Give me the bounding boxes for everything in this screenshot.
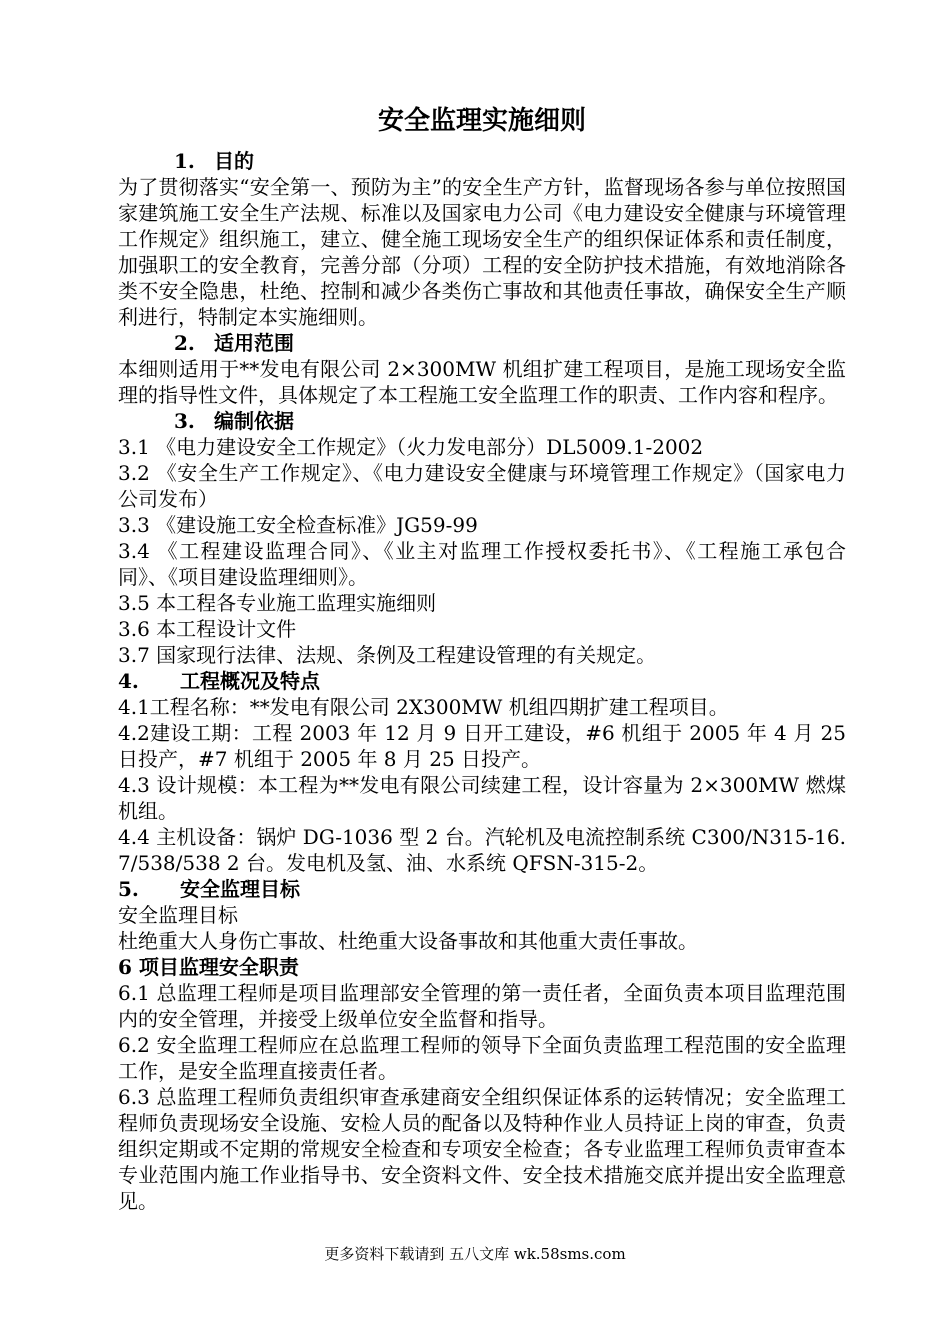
section-heading-goal	[118, 876, 846, 902]
section-title: 安全监理目标	[180, 877, 300, 901]
section-heading-basis	[118, 408, 846, 434]
paragraph-scope: 本细则适用于**发电有限公司 2×300MW 机组扩建工程项目，是施工现场安全监理的指导性文件，具体规定了本工程施工安全监理工作的职责、工作内容和程序。	[118, 357, 846, 407]
document-page	[118, 104, 846, 1214]
overview-item: 4.3 设计规模：本工程为**发电有限公司续建工程，设计容量为 2×300MW 燃煤机组。	[118, 773, 846, 823]
overview-item: 4.2建设工期：工程 2003 年 12 月 9 日开工建设，#6 机组于 2005 年 4 月 25 日投产，#7 机组于 2005 年 8 月 25 日投产。	[118, 721, 846, 771]
section-number: 5.	[118, 877, 139, 901]
basis-item: 3.5 本工程各专业施工监理实施细则	[118, 591, 437, 615]
basis-item: 3.6 本工程设计文件	[118, 617, 297, 641]
section-number: 2.	[174, 331, 195, 355]
goal-item: 杜绝重大人身伤亡事故、杜绝重大设备事故和其他重大责任事故。	[118, 929, 698, 953]
section-heading-scope	[118, 330, 846, 356]
section-title: 编制依据	[214, 409, 294, 433]
paragraph-purpose: 为了贯彻落实“安全第一、预防为主”的安全生产方针，监督现场各参与单位按照国家建筑施工安全生产法规、标准以及国家电力公司《电力建设安全健康与环境管理工作规定》组织施工，建立、健全施工现场安全生产的组织保证体系和责任制度，加强职工的安全教育，完善分部（分项）工程的安全防护技术措施，有效地消除各类不安全隐患，杜绝、控制和减少各类伤亡事故和其他责任事故，确保安全生产顺利进行，特制定本实施细则。	[118, 175, 846, 329]
section-title: 工程概况及特点	[180, 669, 320, 693]
goal-item: 安全监理目标	[118, 903, 238, 927]
section-number: 4.	[118, 669, 139, 693]
basis-item: 3.4 《工程建设监理合同》、《业主对监理工作授权委托书》、《工程施工承包合同》、《项目建设监理细则》。	[118, 539, 846, 589]
document-title: 安全监理实施细则	[377, 106, 586, 136]
section-heading-overview	[118, 668, 846, 694]
duty-item: 6.1 总监理工程师是项目监理部安全管理的第一责任者，全面负责本项目监理范围内的安全管理，并接受上级单位安全监督和指导。	[118, 981, 846, 1031]
basis-item: 3.1 《电力建设安全工作规定》（火力发电部分）DL5009.1-2002	[118, 435, 704, 459]
section-title: 目的	[214, 149, 254, 173]
basis-item: 3.3 《建设施工安全检查标准》JG59-99	[118, 513, 478, 537]
duty-item: 6.2 安全监理工程师应在总监理工程师的领导下全面负责监理工程范围的安全监理工作，是安全监理直接责任者。	[118, 1033, 846, 1083]
section-heading-duties: 6 项目监理安全职责	[118, 955, 299, 979]
section-number: 1.	[174, 149, 195, 173]
overview-item: 4.4 主机设备：锅炉 DG-1036 型 2 台。汽轮机及电流控制系统 C300/N315-16.7/538/538 2 台。发电机及氢、油、水系统 QFSN-315-2。	[118, 825, 846, 875]
duty-item: 6.3 总监理工程师负责组织审查承建商安全组织保证体系的运转情况；安全监理工程师负责现场安全设施、安检人员的配备以及特种作业人员持证上岗的审查，负责组织定期或不定期的常规安全检查和专项安全检查；各专业监理工程师负责审查本专业范围内施工作业指导书、安全资料文件、安全技术措施交底并提出安全监理意见。	[118, 1085, 846, 1213]
page-footer: 更多资料下载请到 五八文库 wk.58sms.com	[324, 1245, 626, 1263]
section-title: 适用范围	[214, 331, 294, 355]
section-heading-purpose	[118, 148, 846, 174]
section-number: 3.	[174, 409, 195, 433]
basis-item: 3.2 《安全生产工作规定》、《电力建设安全健康与环境管理工作规定》（国家电力公司发布）	[118, 461, 846, 511]
basis-item: 3.7 国家现行法律、法规、条例及工程建设管理的有关规定。	[118, 643, 657, 667]
overview-item: 4.1工程名称：**发电有限公司 2X300MW 机组四期扩建工程项目。	[118, 695, 729, 719]
